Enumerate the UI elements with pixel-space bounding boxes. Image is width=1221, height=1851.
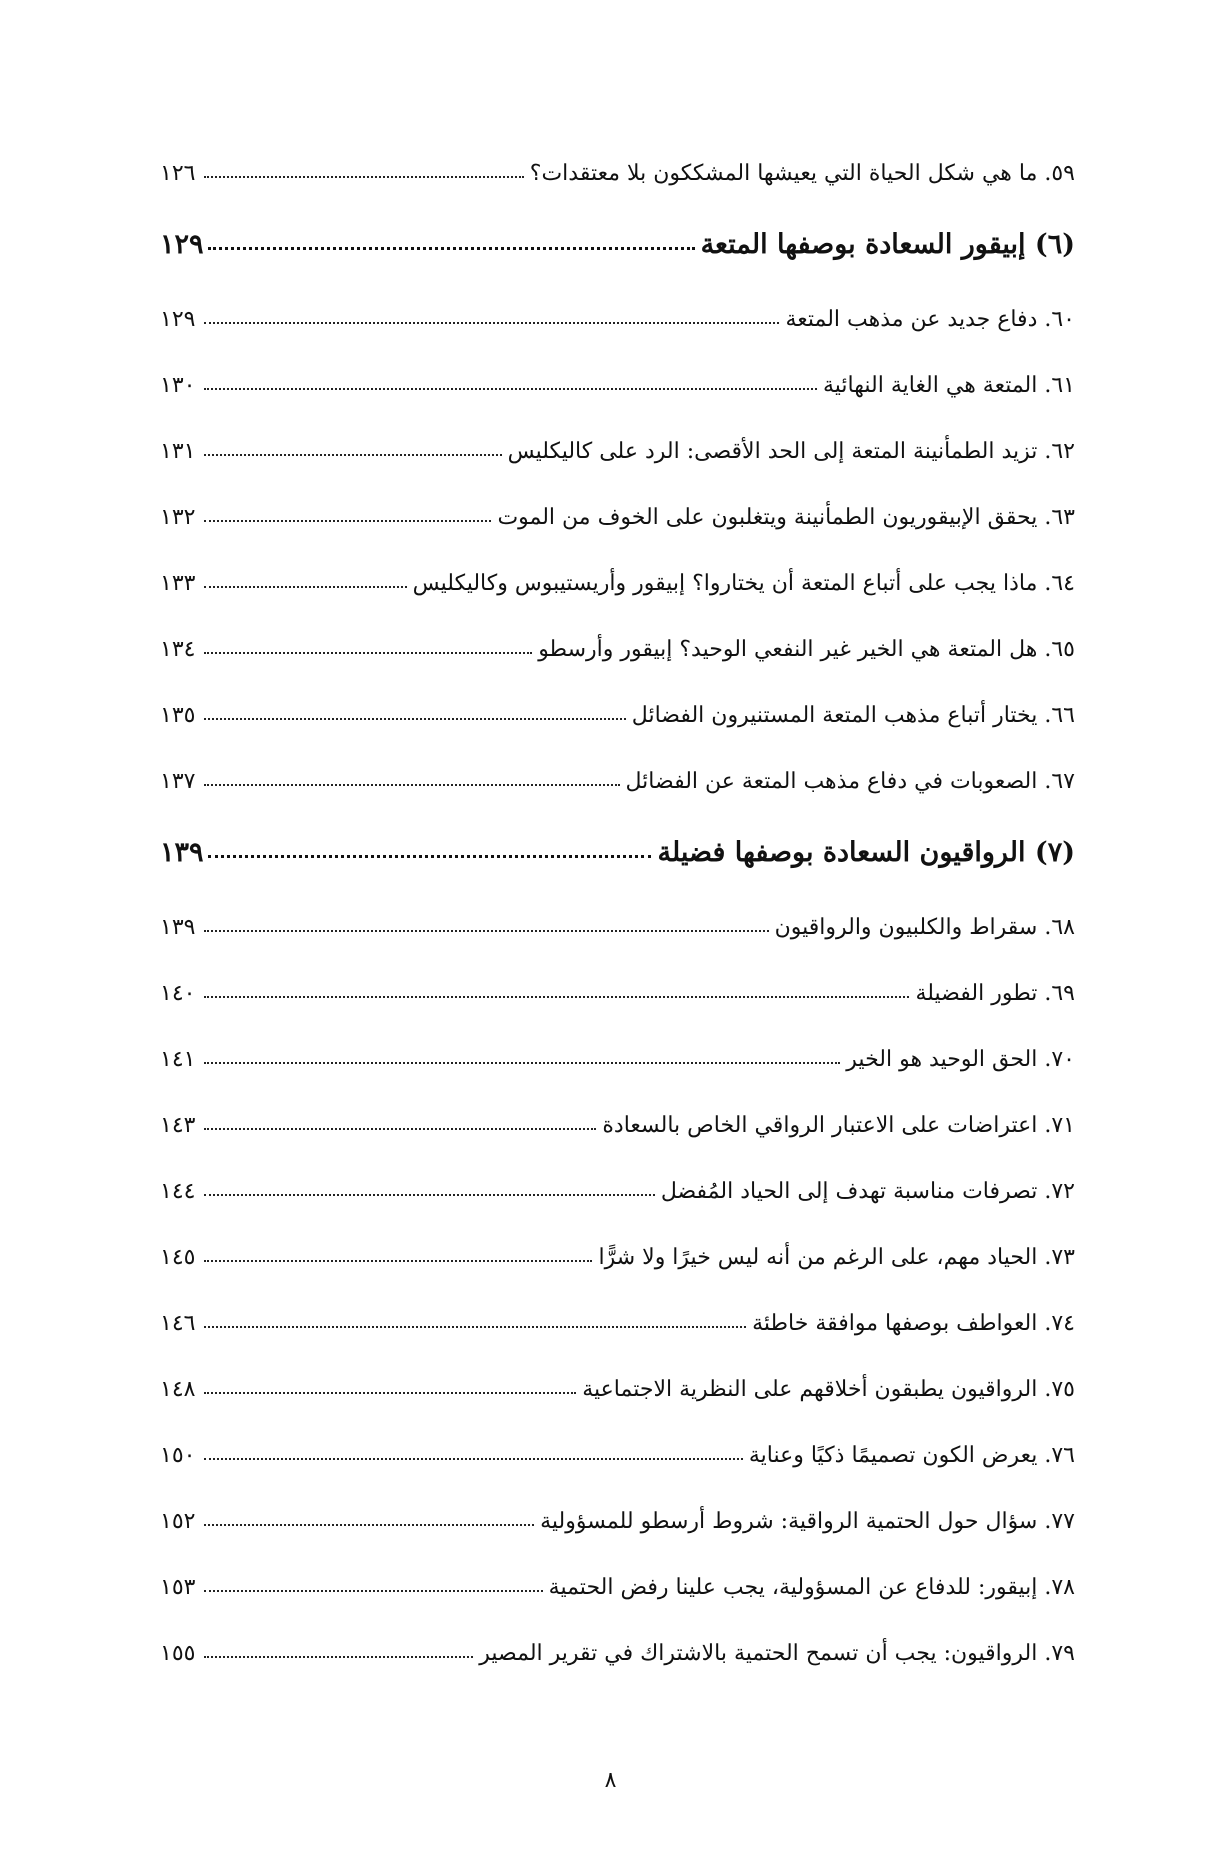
page-number: ٨ (604, 1768, 617, 1793)
entry-title: ٦١. المتعة هي الغاية النهائية (822, 373, 1075, 398)
dot-leader (204, 1260, 592, 1262)
entry-title: ٧٥. الرواقيون يطبقون أخلاقهم على النظرية الاجتماعية (582, 1377, 1075, 1402)
entry-title: ٦٠. دفاع جديد عن مذهب المتعة (785, 307, 1075, 332)
toc-entry (160, 1234, 1075, 1270)
dot-leader (204, 176, 524, 178)
dot-leader (204, 1392, 576, 1394)
entry-title: ٦٦. يختار أتباع مذهب المتعة المستنيرون الفضائل (631, 703, 1075, 728)
entry-title: ٦٨. سقراط والكلبيون والرواقيون (774, 915, 1075, 940)
dot-leader (204, 784, 620, 786)
toc-entry (160, 296, 1075, 332)
toc-entry (160, 1432, 1075, 1468)
toc-chapter-heading (160, 216, 1075, 260)
entry-title: ٦٩. تطور الفضيلة (915, 981, 1075, 1006)
dot-leader (204, 1062, 840, 1064)
entry-page-number: ١٢٦ (160, 161, 196, 186)
entry-page-number: ١٤٦ (160, 1311, 196, 1336)
entry-page-number: ١٥٣ (160, 1575, 196, 1600)
dot-leader (204, 1326, 746, 1328)
dot-leader (204, 322, 779, 324)
entry-page-number: ١٣٤ (160, 637, 196, 662)
entry-title: ٦٥. هل المتعة هي الخير غير النفعي الوحيد؟ إبيقور وأرسطو (538, 637, 1075, 662)
toc-entry (160, 1630, 1075, 1666)
toc-entry (160, 494, 1075, 530)
entry-page-number: ١٥٥ (160, 1641, 196, 1666)
toc-entry (160, 1498, 1075, 1534)
dot-leader (204, 652, 532, 654)
toc-entry (160, 1102, 1075, 1138)
toc-chapter-heading (160, 824, 1075, 868)
dot-leader (204, 718, 626, 720)
dot-leader (204, 996, 909, 998)
dot-leader (204, 388, 817, 390)
toc-entry (160, 692, 1075, 728)
chapter-title: (٧) الرواقيون السعادة بوصفها فضيلة (657, 837, 1075, 868)
toc-entry (160, 1300, 1075, 1336)
entry-page-number: ١٥٠ (160, 1443, 196, 1468)
entry-page-number: ١٣١ (160, 439, 196, 464)
entry-page-number: ١٣٢ (160, 505, 196, 530)
toc-entry (160, 626, 1075, 662)
toc-entry (160, 362, 1075, 398)
dot-leader (204, 1458, 743, 1460)
entry-page-number: ١٣٧ (160, 769, 196, 794)
entry-page-number: ١٣٩ (160, 837, 204, 868)
entry-title: ٦٢. تزيد الطمأنينة المتعة إلى الحد الأقصى: الرد على كاليكليس (507, 439, 1075, 464)
entry-title: ٧٢. تصرفات مناسبة تهدف إلى الحياد المُفضل (660, 1179, 1075, 1204)
entry-page-number: ١٤٥ (160, 1245, 196, 1270)
entry-title: ٧٠. الحق الوحيد هو الخير (846, 1047, 1075, 1072)
toc-entry (160, 560, 1075, 596)
entry-page-number: ١٤٨ (160, 1377, 196, 1402)
table-of-contents (160, 150, 1075, 1696)
entry-title: ٧٩. الرواقيون: يجب أن تسمح الحتمية بالاشتراك في تقرير المصير (479, 1641, 1075, 1666)
dot-leader (204, 1656, 473, 1658)
entry-page-number: ١٣٥ (160, 703, 196, 728)
chapter-title: (٦) إبيقور السعادة بوصفها المتعة (700, 229, 1075, 260)
dot-leader (204, 586, 407, 588)
toc-entry (160, 1036, 1075, 1072)
entry-page-number: ١٣٣ (160, 571, 196, 596)
toc-entry (160, 150, 1075, 186)
dot-leader (204, 1524, 534, 1526)
toc-entry (160, 758, 1075, 794)
entry-page-number: ١٣٩ (160, 915, 196, 940)
entry-title: ٧٨. إبيقور: للدفاع عن المسؤولية، يجب علينا رفض الحتمية (548, 1575, 1075, 1600)
entry-title: ٧٧. سؤال حول الحتمية الرواقية: شروط أرسطو للمسؤولية (540, 1509, 1075, 1534)
entry-title: ٧٣. الحياد مهم، على الرغم من أنه ليس خيرًا ولا شرًّا (598, 1245, 1075, 1270)
entry-page-number: ١٤٤ (160, 1179, 196, 1204)
toc-entry (160, 1168, 1075, 1204)
dot-leader (204, 1590, 543, 1592)
dot-leader (204, 1128, 596, 1130)
entry-page-number: ١٢٩ (160, 229, 204, 260)
toc-entry (160, 1564, 1075, 1600)
entry-title: ٧١. اعتراضات على الاعتبار الرواقي الخاص بالسعادة (602, 1113, 1075, 1138)
dot-leader (204, 930, 769, 932)
entry-title: ٦٤. ماذا يجب على أتباع المتعة أن يختاروا؟ إبيقور وأريستيبوس وكاليكليس (412, 571, 1075, 596)
entry-title: ٦٣. يحقق الإبيقوريون الطمأنينة ويتغلبون على الخوف من الموت (497, 505, 1075, 530)
entry-title: ٥٩. ما هي شكل الحياة التي يعيشها المشككون بلا معتقدات؟ (529, 161, 1075, 186)
entry-page-number: ١٢٩ (160, 307, 196, 332)
dot-leader (204, 1194, 655, 1196)
toc-entry (160, 1366, 1075, 1402)
dot-leader (204, 520, 491, 522)
entry-page-number: ١٤٣ (160, 1113, 196, 1138)
entry-title: ٧٤. العواطف بوصفها موافقة خاطئة (752, 1311, 1075, 1336)
entry-page-number: ١٣٠ (160, 373, 196, 398)
dot-leader (208, 247, 695, 250)
entry-page-number: ١٤٠ (160, 981, 196, 1006)
toc-entry (160, 428, 1075, 464)
entry-page-number: ١٤١ (160, 1047, 196, 1072)
toc-entry (160, 970, 1075, 1006)
dot-leader (204, 454, 502, 456)
entry-page-number: ١٥٢ (160, 1509, 196, 1534)
dot-leader (208, 855, 652, 858)
toc-entry (160, 904, 1075, 940)
entry-title: ٧٦. يعرض الكون تصميمًا ذكيًا وعناية (748, 1443, 1075, 1468)
entry-title: ٦٧. الصعوبات في دفاع مذهب المتعة عن الفضائل (625, 769, 1075, 794)
